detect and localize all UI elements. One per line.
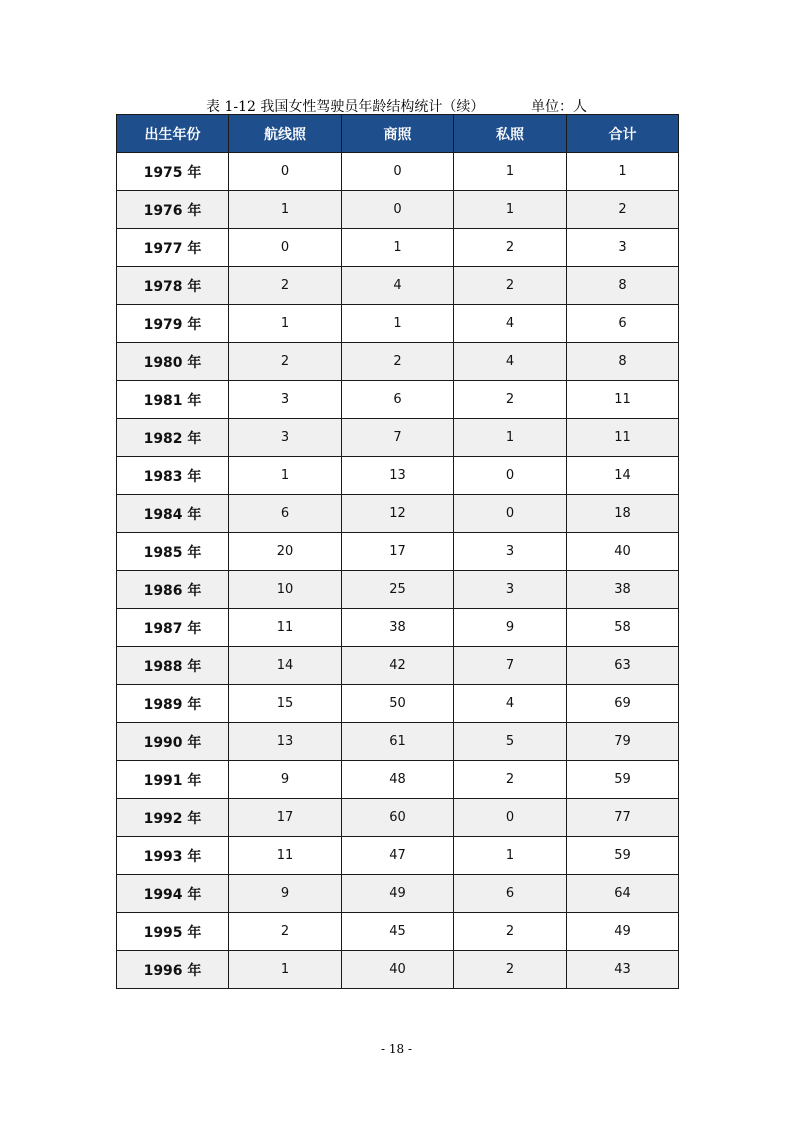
cell-private-license: 4 xyxy=(454,685,567,723)
table-row xyxy=(117,723,679,761)
cell-total: 1 xyxy=(567,153,679,191)
cell-commercial-license: 45 xyxy=(342,913,454,951)
table-row xyxy=(117,381,679,419)
cell-private-license: 1 xyxy=(454,837,567,875)
cell-birth-year: 1978 年 xyxy=(117,267,229,305)
cell-airline-license: 15 xyxy=(229,685,342,723)
cell-total: 58 xyxy=(567,609,679,647)
table-row xyxy=(117,761,679,799)
cell-birth-year: 1982 年 xyxy=(117,419,229,457)
cell-private-license: 6 xyxy=(454,875,567,913)
cell-total: 59 xyxy=(567,837,679,875)
cell-total: 11 xyxy=(567,419,679,457)
cell-airline-license: 1 xyxy=(229,191,342,229)
cell-total: 49 xyxy=(567,913,679,951)
cell-birth-year: 1993 年 xyxy=(117,837,229,875)
cell-airline-license: 2 xyxy=(229,267,342,305)
cell-birth-year: 1986 年 xyxy=(117,571,229,609)
cell-birth-year: 1977 年 xyxy=(117,229,229,267)
cell-birth-year: 1991 年 xyxy=(117,761,229,799)
cell-birth-year: 1976 年 xyxy=(117,191,229,229)
cell-birth-year: 1990 年 xyxy=(117,723,229,761)
cell-airline-license: 9 xyxy=(229,875,342,913)
cell-private-license: 9 xyxy=(454,609,567,647)
cell-birth-year: 1996 年 xyxy=(117,951,229,989)
table-row xyxy=(117,951,679,989)
table-row xyxy=(117,419,679,457)
cell-private-license: 0 xyxy=(454,495,567,533)
cell-private-license: 1 xyxy=(454,153,567,191)
cell-commercial-license: 49 xyxy=(342,875,454,913)
cell-airline-license: 13 xyxy=(229,723,342,761)
cell-airline-license: 17 xyxy=(229,799,342,837)
cell-commercial-license: 12 xyxy=(342,495,454,533)
table-row xyxy=(117,267,679,305)
cell-total: 77 xyxy=(567,799,679,837)
cell-birth-year: 1980 年 xyxy=(117,343,229,381)
cell-commercial-license: 61 xyxy=(342,723,454,761)
table-row xyxy=(117,305,679,343)
cell-total: 8 xyxy=(567,343,679,381)
table-row xyxy=(117,153,679,191)
cell-private-license: 2 xyxy=(454,267,567,305)
cell-commercial-license: 50 xyxy=(342,685,454,723)
cell-birth-year: 1975 年 xyxy=(117,153,229,191)
table-row xyxy=(117,913,679,951)
table-row xyxy=(117,495,679,533)
table-row xyxy=(117,457,679,495)
cell-commercial-license: 48 xyxy=(342,761,454,799)
cell-commercial-license: 42 xyxy=(342,647,454,685)
cell-commercial-license: 13 xyxy=(342,457,454,495)
cell-birth-year: 1985 年 xyxy=(117,533,229,571)
cell-commercial-license: 0 xyxy=(342,153,454,191)
cell-commercial-license: 1 xyxy=(342,229,454,267)
cell-airline-license: 11 xyxy=(229,837,342,875)
header-private-license: 私照 xyxy=(454,115,567,153)
cell-birth-year: 1989 年 xyxy=(117,685,229,723)
cell-airline-license: 3 xyxy=(229,381,342,419)
cell-total: 6 xyxy=(567,305,679,343)
table-header xyxy=(117,115,679,153)
table-row xyxy=(117,647,679,685)
cell-birth-year: 1984 年 xyxy=(117,495,229,533)
table-unit: 单位：人 xyxy=(531,99,587,115)
table-row xyxy=(117,343,679,381)
cell-airline-license: 1 xyxy=(229,305,342,343)
page-number: - 18 - xyxy=(380,1042,412,1056)
cell-airline-license: 1 xyxy=(229,457,342,495)
cell-birth-year: 1981 年 xyxy=(117,381,229,419)
cell-commercial-license: 6 xyxy=(342,381,454,419)
cell-total: 63 xyxy=(567,647,679,685)
cell-total: 11 xyxy=(567,381,679,419)
cell-airline-license: 3 xyxy=(229,419,342,457)
header-commercial-license: 商照 xyxy=(342,115,454,153)
cell-private-license: 2 xyxy=(454,229,567,267)
table-row xyxy=(117,875,679,913)
table-row xyxy=(117,191,679,229)
cell-total: 2 xyxy=(567,191,679,229)
cell-total: 18 xyxy=(567,495,679,533)
cell-commercial-license: 2 xyxy=(342,343,454,381)
cell-airline-license: 11 xyxy=(229,609,342,647)
cell-private-license: 2 xyxy=(454,913,567,951)
cell-airline-license: 6 xyxy=(229,495,342,533)
cell-total: 64 xyxy=(567,875,679,913)
table-row xyxy=(117,799,679,837)
cell-total: 59 xyxy=(567,761,679,799)
cell-commercial-license: 38 xyxy=(342,609,454,647)
cell-airline-license: 14 xyxy=(229,647,342,685)
cell-birth-year: 1979 年 xyxy=(117,305,229,343)
cell-total: 3 xyxy=(567,229,679,267)
cell-commercial-license: 7 xyxy=(342,419,454,457)
cell-private-license: 0 xyxy=(454,457,567,495)
table-title: 表 1-12 我国女性驾驶员年龄结构统计（续） xyxy=(206,99,485,115)
table-caption xyxy=(0,94,793,114)
cell-airline-license: 20 xyxy=(229,533,342,571)
cell-commercial-license: 4 xyxy=(342,267,454,305)
cell-private-license: 4 xyxy=(454,343,567,381)
cell-total: 79 xyxy=(567,723,679,761)
cell-commercial-license: 60 xyxy=(342,799,454,837)
cell-airline-license: 9 xyxy=(229,761,342,799)
table-body xyxy=(117,153,679,989)
cell-airline-license: 2 xyxy=(229,343,342,381)
cell-total: 8 xyxy=(567,267,679,305)
age-structure-table xyxy=(116,114,679,989)
table-row xyxy=(117,609,679,647)
cell-birth-year: 1988 年 xyxy=(117,647,229,685)
table-row xyxy=(117,837,679,875)
cell-airline-license: 10 xyxy=(229,571,342,609)
cell-private-license: 3 xyxy=(454,533,567,571)
cell-birth-year: 1994 年 xyxy=(117,875,229,913)
cell-private-license: 4 xyxy=(454,305,567,343)
cell-total: 38 xyxy=(567,571,679,609)
cell-total: 69 xyxy=(567,685,679,723)
cell-birth-year: 1992 年 xyxy=(117,799,229,837)
table-row xyxy=(117,685,679,723)
cell-airline-license: 0 xyxy=(229,229,342,267)
cell-airline-license: 2 xyxy=(229,913,342,951)
table-row xyxy=(117,571,679,609)
cell-birth-year: 1983 年 xyxy=(117,457,229,495)
cell-private-license: 1 xyxy=(454,191,567,229)
header-total: 合计 xyxy=(567,115,679,153)
header-birth-year: 出生年份 xyxy=(117,115,229,153)
table-row xyxy=(117,229,679,267)
header-row xyxy=(117,115,679,153)
cell-private-license: 0 xyxy=(454,799,567,837)
cell-commercial-license: 47 xyxy=(342,837,454,875)
cell-private-license: 2 xyxy=(454,951,567,989)
cell-birth-year: 1995 年 xyxy=(117,913,229,951)
cell-total: 14 xyxy=(567,457,679,495)
cell-private-license: 7 xyxy=(454,647,567,685)
cell-birth-year: 1987 年 xyxy=(117,609,229,647)
cell-airline-license: 1 xyxy=(229,951,342,989)
header-airline-license: 航线照 xyxy=(229,115,342,153)
cell-commercial-license: 17 xyxy=(342,533,454,571)
cell-private-license: 1 xyxy=(454,419,567,457)
table-row xyxy=(117,533,679,571)
cell-private-license: 3 xyxy=(454,571,567,609)
cell-commercial-license: 0 xyxy=(342,191,454,229)
cell-private-license: 2 xyxy=(454,381,567,419)
cell-private-license: 2 xyxy=(454,761,567,799)
cell-airline-license: 0 xyxy=(229,153,342,191)
cell-commercial-license: 40 xyxy=(342,951,454,989)
cell-commercial-license: 1 xyxy=(342,305,454,343)
cell-total: 43 xyxy=(567,951,679,989)
cell-total: 40 xyxy=(567,533,679,571)
cell-commercial-license: 25 xyxy=(342,571,454,609)
cell-private-license: 5 xyxy=(454,723,567,761)
